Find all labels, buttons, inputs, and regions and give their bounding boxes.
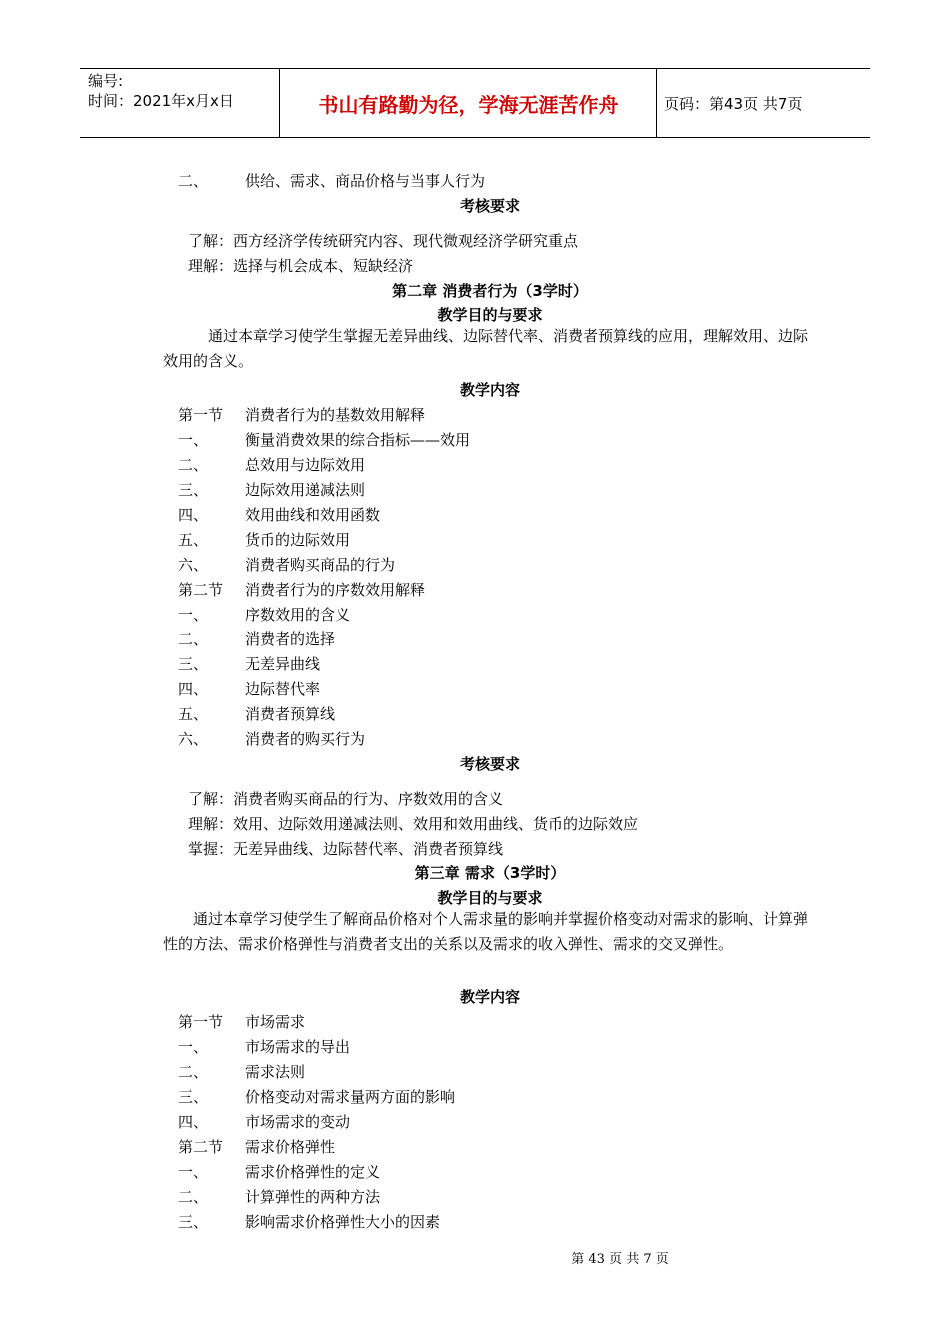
section-heading: 教学内容 <box>459 988 520 1006</box>
list-number: 一、 <box>178 431 209 449</box>
list-number: 二、 <box>178 172 209 190</box>
list-item: 边际效用递减法则 <box>245 481 366 499</box>
requirement-line: 理解：效用、边际效用递减法则、效用和效用曲线、货币的边际效应 <box>188 815 639 833</box>
list-item: 边际替代率 <box>245 680 321 698</box>
section-heading: 教学目的与要求 <box>437 306 543 324</box>
header-meta <box>80 69 280 137</box>
list-item: 消费者的购买行为 <box>245 730 366 748</box>
list-item: 市场需求的变动 <box>245 1113 351 1131</box>
list-item: 消费者行为的基数效用解释 <box>245 406 426 424</box>
list-number: 一、 <box>178 606 209 624</box>
section-heading: 教学目的与要求 <box>437 889 543 907</box>
list-item: 序数效用的含义 <box>245 606 351 624</box>
list-item: 影响需求价格弹性大小的因素 <box>245 1213 441 1231</box>
section-heading: 考核要求 <box>459 197 520 215</box>
list-number: 四、 <box>178 1113 209 1131</box>
list-item: 消费者行为的序数效用解释 <box>245 581 426 599</box>
list-number: 六、 <box>178 730 209 748</box>
paragraph: 通过本章学习使学生掌握无差异曲线、边际替代率、消费者预算线的应用，理解效用、边际效用的含义。 <box>163 327 809 370</box>
list-item: 消费者的选择 <box>245 630 336 648</box>
list-number: 二、 <box>178 1063 209 1081</box>
list-item: 需求法则 <box>245 1063 306 1081</box>
list-number: 四、 <box>178 506 209 524</box>
list-number: 五、 <box>178 531 209 549</box>
list-number: 三、 <box>178 1213 209 1231</box>
motto: 书山有路勤为径，学海无涯苦作舟 <box>281 69 657 137</box>
list-number: 一、 <box>178 1038 209 1056</box>
list-number: 二、 <box>178 630 209 648</box>
list-item: 消费者购买商品的行为 <box>245 556 396 574</box>
requirement-line: 了解：西方经济学传统研究内容、现代微观经济学研究重点 <box>188 232 579 250</box>
section-heading: 考核要求 <box>459 755 520 773</box>
requirement-line: 掌握：无差异曲线、边际替代率、消费者预算线 <box>188 840 504 858</box>
list-number: 第二节 <box>178 581 224 599</box>
list-number: 四、 <box>178 680 209 698</box>
section-heading: 第二章 消费者行为（3学时） <box>392 282 588 300</box>
list-number: 二、 <box>178 456 209 474</box>
list-item: 货币的边际效用 <box>245 531 351 549</box>
list-number: 第二节 <box>178 1138 224 1156</box>
list-number: 六、 <box>178 556 209 574</box>
list-number: 五、 <box>178 705 209 723</box>
number-label: 编号: <box>88 72 124 90</box>
page-header <box>80 68 870 138</box>
section-heading: 第三章 需求（3学时） <box>414 864 566 882</box>
list-number: 三、 <box>178 481 209 499</box>
list-item: 无差异曲线 <box>245 655 321 673</box>
paragraph: 通过本章学习使学生了解商品价格对个人需求量的影响并掌握价格变动对需求的影响、计算弹性的方法、需求价格弹性与消费者支出的关系以及需求的收入弹性、需求的交叉弹性。 <box>163 910 809 953</box>
requirement-line: 理解：选择与机会成本、短缺经济 <box>188 257 414 275</box>
list-item: 市场需求的导出 <box>245 1038 351 1056</box>
list-item: 消费者预算线 <box>245 705 336 723</box>
list-item: 价格变动对需求量两方面的影响 <box>245 1088 456 1106</box>
page-info: 页码：第43页 共7页 <box>664 94 803 113</box>
list-item: 需求价格弹性 <box>245 1138 336 1156</box>
list-number: 第一节 <box>178 406 224 424</box>
list-item: 总效用与边际效用 <box>245 456 366 474</box>
list-item: 市场需求 <box>245 1013 306 1031</box>
list-item: 衡量消费效果的综合指标——效用 <box>245 431 471 449</box>
list-item: 效用曲线和效用函数 <box>245 506 381 524</box>
list-number: 三、 <box>178 1088 209 1106</box>
list-number: 二、 <box>178 1188 209 1206</box>
list-item: 供给、需求、商品价格与当事人行为 <box>245 172 486 190</box>
time-label: 时间：2021年x月x日 <box>88 92 234 110</box>
list-item: 需求价格弹性的定义 <box>245 1163 381 1181</box>
section-heading: 教学内容 <box>459 381 520 399</box>
list-number: 三、 <box>178 655 209 673</box>
list-number: 一、 <box>178 1163 209 1181</box>
requirement-line: 了解：消费者购买商品的行为、序数效用的含义 <box>188 790 504 808</box>
list-number: 第一节 <box>178 1013 224 1031</box>
list-item: 计算弹性的两种方法 <box>245 1188 381 1206</box>
page-footer: 第 43 页 共 7 页 <box>571 1252 669 1267</box>
